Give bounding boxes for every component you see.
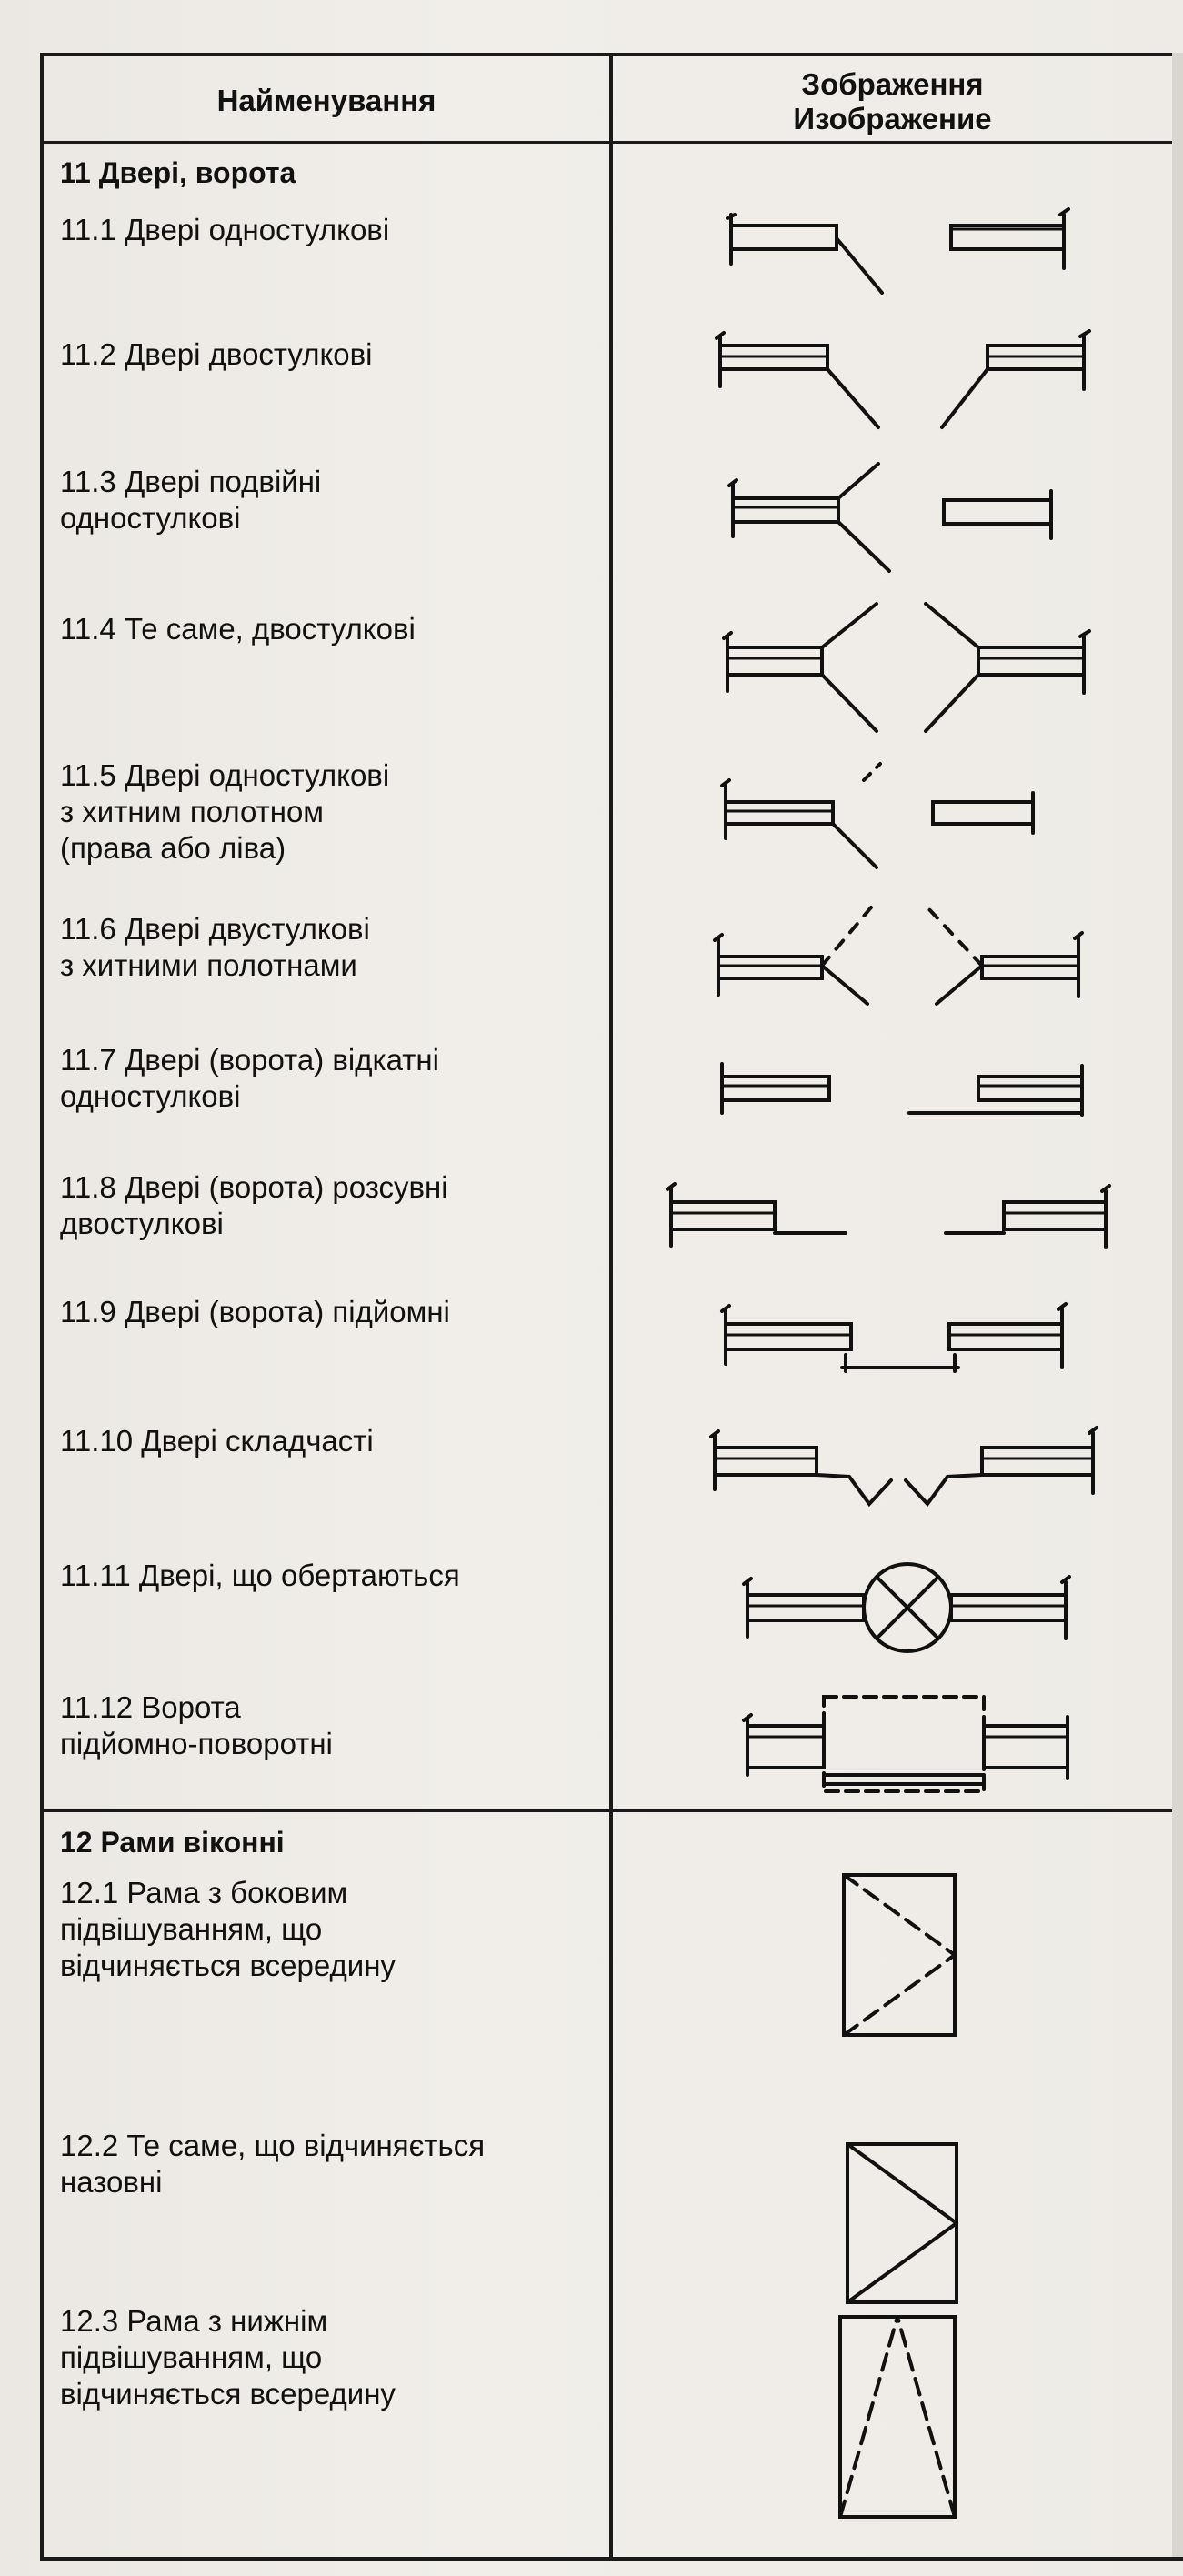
item-label-line: 11.1 Двері одностулкові xyxy=(60,213,390,246)
header-image-label-ru: Изображение xyxy=(793,102,992,135)
door-sliding-single-icon xyxy=(722,1064,1082,1115)
item-label-line: назовні xyxy=(60,2165,163,2199)
item-label-line: 11.12 Ворота xyxy=(60,1690,241,1724)
door-swing-double-icon xyxy=(715,907,1082,1004)
item-label-line: підвішуванням, що xyxy=(60,2340,323,2374)
window-side-outward-icon xyxy=(847,2144,957,2302)
door-single-icon xyxy=(727,209,1068,293)
item-label-line: відчиняється всередину xyxy=(60,1949,396,1982)
item-label-line: відчиняється всередину xyxy=(60,2377,396,2411)
window-bottom-inward-icon xyxy=(840,2317,955,2517)
gate-lift-turn-icon xyxy=(744,1697,1068,1791)
window-side-inward-icon xyxy=(844,1875,955,2035)
door-revolving-icon xyxy=(744,1564,1069,1651)
door-folding-icon xyxy=(711,1428,1097,1504)
item-label-line: 11.4 Те саме, двостулкові xyxy=(60,612,416,646)
item-label-line: 11.6 Двері двустулкові xyxy=(60,912,370,946)
section-title-windows: 12 Рами віконні xyxy=(60,1826,285,1859)
item-label-line: підвішуванням, що xyxy=(60,1912,323,1946)
item-label-line: 11.9 Двері (ворота) підйомні xyxy=(60,1295,450,1328)
item-label-line: 11.3 Двері подвійні xyxy=(60,465,322,498)
cropped-next-column xyxy=(1172,53,1183,2557)
item-label-line: 12.2 Те саме, що відчиняється xyxy=(60,2129,486,2162)
door-twin-double-icon xyxy=(724,604,1089,731)
item-label-line: 12.3 Рама з нижнім xyxy=(60,2304,328,2338)
item-label-line: 11.5 Двері одностулкові xyxy=(60,758,390,792)
item-label-line: 12.1 Рама з боковим xyxy=(60,1876,348,1909)
item-label-line: з хитними полотнами xyxy=(60,948,357,982)
header-image-label-uk: Зображення xyxy=(801,67,984,101)
item-label-line: 11.11 Двері, що обертаються xyxy=(60,1559,460,1592)
item-label-line: 11.2 Двері двостулкові xyxy=(60,337,373,371)
item-label-line: 11.8 Двері (ворота) розсувні xyxy=(60,1170,448,1204)
item-label-line: з хитним полотном xyxy=(60,795,324,828)
item-label-line: одностулкові xyxy=(60,1079,241,1113)
item-label-line: 11.7 Двері (ворота) відкатні xyxy=(60,1043,439,1077)
item-label-line: підйомно-поворотні xyxy=(60,1727,333,1760)
door-swing-single-icon xyxy=(722,764,1033,867)
door-sliding-double-icon xyxy=(667,1184,1109,1248)
item-label-line: (права або ліва) xyxy=(60,831,286,865)
door-twin-single-icon xyxy=(729,464,1051,571)
header-name-label: Найменування xyxy=(216,84,436,117)
section-title-doors: 11 Двері, ворота xyxy=(60,156,296,189)
door-lifting-icon xyxy=(722,1304,1066,1371)
item-label-line: одностулкові xyxy=(60,501,241,535)
item-label-line: 11.10 Двері складчасті xyxy=(60,1424,374,1458)
door-double-icon xyxy=(717,331,1089,427)
item-label-line: двостулкові xyxy=(60,1207,224,1240)
